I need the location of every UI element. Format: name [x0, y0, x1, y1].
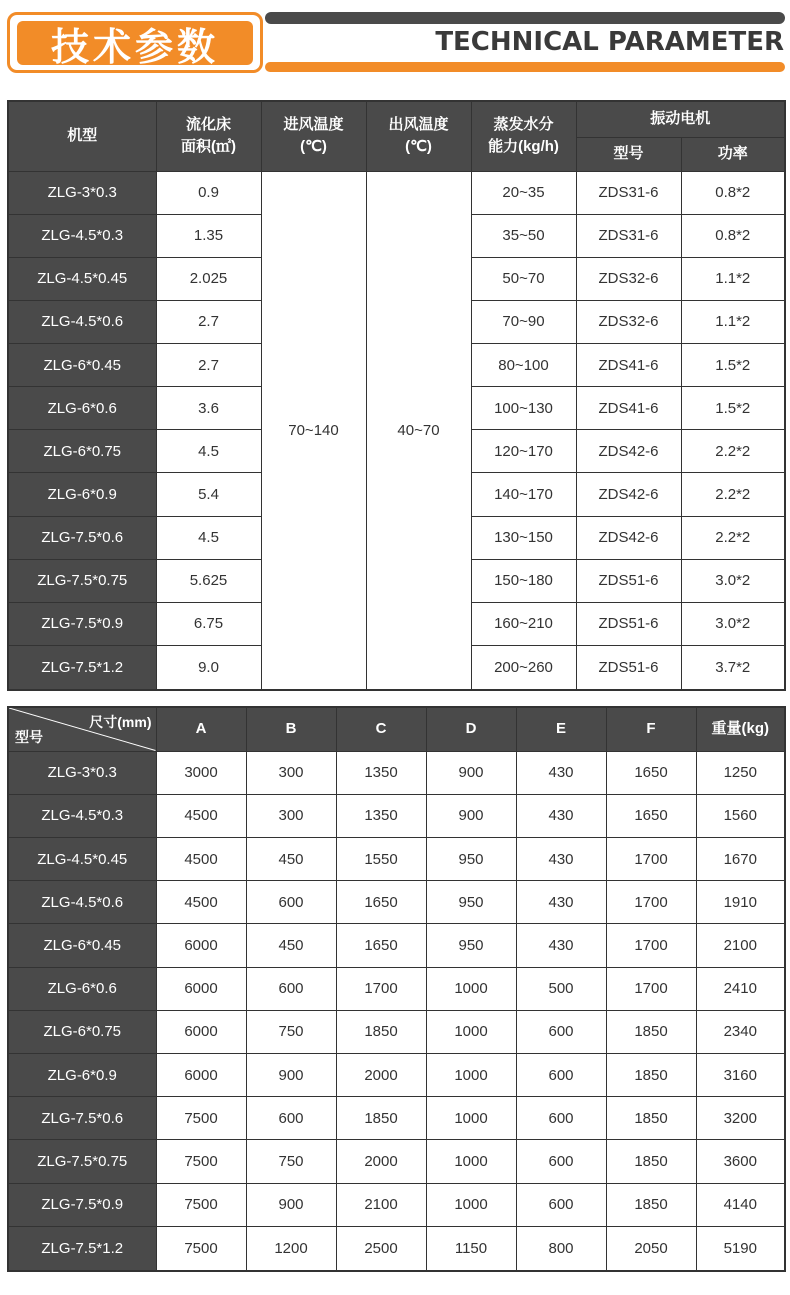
- motor-power-cell: 3.7*2: [681, 646, 785, 690]
- table-row: [8, 171, 785, 214]
- model-cell: ZLG-6*0.75: [8, 430, 156, 473]
- evaporation-cell: 130~150: [471, 516, 576, 559]
- dimension-cell: 5190: [696, 1226, 785, 1271]
- dimension-cell: 600: [246, 967, 336, 1010]
- dimension-cell: 900: [246, 1183, 336, 1226]
- page-header: [0, 0, 790, 90]
- evaporation-cell: 160~210: [471, 602, 576, 645]
- header-model: 机型: [8, 101, 156, 171]
- dimension-cell: 430: [516, 924, 606, 967]
- motor-model-cell: ZDS31-6: [576, 214, 681, 257]
- dimension-cell: 600: [516, 1183, 606, 1226]
- table-row: [8, 967, 785, 1010]
- motor-model-cell: ZDS41-6: [576, 344, 681, 387]
- table-row: [8, 924, 785, 967]
- motor-model-cell: ZDS42-6: [576, 473, 681, 516]
- dimension-cell: 1850: [336, 1010, 426, 1053]
- evaporation-cell: 200~260: [471, 646, 576, 690]
- table-row: [8, 1010, 785, 1053]
- table-row: [8, 751, 785, 794]
- area-cell: 4.5: [156, 430, 261, 473]
- model-cell: ZLG-6*0.45: [8, 924, 156, 967]
- dimension-cell: 6000: [156, 967, 246, 1010]
- dimension-cell: 2000: [336, 1054, 426, 1097]
- evaporation-cell: 70~90: [471, 300, 576, 343]
- model-cell: ZLG-6*0.6: [8, 967, 156, 1010]
- motor-power-cell: 2.2*2: [681, 473, 785, 516]
- header-col-d: D: [426, 707, 516, 751]
- dimension-cell: 1700: [606, 881, 696, 924]
- evaporation-cell: 100~130: [471, 387, 576, 430]
- table-row: [8, 881, 785, 924]
- model-cell: ZLG-7.5*0.9: [8, 602, 156, 645]
- header-motor: 振动电机: [576, 101, 785, 137]
- model-cell: ZLG-4.5*0.45: [8, 837, 156, 880]
- dimension-cell: 3200: [696, 1097, 785, 1140]
- motor-model-cell: ZDS51-6: [576, 602, 681, 645]
- model-cell: ZLG-7.5*0.6: [8, 1097, 156, 1140]
- model-cell: ZLG-7.5*0.9: [8, 1183, 156, 1226]
- dimension-cell: 1200: [246, 1226, 336, 1271]
- outlet-temp-cell: 40~70: [366, 171, 471, 690]
- header-col-b: B: [246, 707, 336, 751]
- model-cell: ZLG-7.5*0.75: [8, 1140, 156, 1183]
- dimension-cell: 2340: [696, 1010, 785, 1053]
- dimension-cell: 3600: [696, 1140, 785, 1183]
- area-cell: 6.75: [156, 602, 261, 645]
- evaporation-cell: 150~180: [471, 559, 576, 602]
- table-row: [8, 1226, 785, 1271]
- decorative-bar-gray: [265, 12, 785, 24]
- dimension-cell: 7500: [156, 1226, 246, 1271]
- dimension-cell: 1670: [696, 837, 785, 880]
- model-cell: ZLG-4.5*0.6: [8, 881, 156, 924]
- dimension-cell: 1000: [426, 967, 516, 1010]
- table-row: [8, 1054, 785, 1097]
- dimension-cell: 3000: [156, 751, 246, 794]
- dimension-cell: 3160: [696, 1054, 785, 1097]
- area-cell: 1.35: [156, 214, 261, 257]
- motor-power-cell: 2.2*2: [681, 430, 785, 473]
- dimension-cell: 430: [516, 794, 606, 837]
- area-cell: 4.5: [156, 516, 261, 559]
- dimension-cell: 900: [426, 751, 516, 794]
- model-cell: ZLG-4.5*0.3: [8, 794, 156, 837]
- dimension-cell: 6000: [156, 924, 246, 967]
- dimension-cell: 950: [426, 924, 516, 967]
- header-diagonal-cell: [8, 707, 156, 751]
- dimension-cell: 450: [246, 924, 336, 967]
- motor-model-cell: ZDS51-6: [576, 646, 681, 690]
- table-row: [8, 837, 785, 880]
- dimension-cell: 900: [246, 1054, 336, 1097]
- motor-power-cell: 3.0*2: [681, 602, 785, 645]
- motor-model-cell: ZDS32-6: [576, 257, 681, 300]
- page-title: 技术参数: [17, 21, 253, 65]
- motor-model-cell: ZDS32-6: [576, 300, 681, 343]
- dimension-cell: 300: [246, 751, 336, 794]
- area-cell: 3.6: [156, 387, 261, 430]
- dimension-cell: 1650: [606, 794, 696, 837]
- dimension-cell: 7500: [156, 1097, 246, 1140]
- header-size: 尺寸(mm): [89, 714, 152, 730]
- model-cell: ZLG-6*0.9: [8, 1054, 156, 1097]
- header-outlet-temp: 出风温度 (℃): [366, 101, 471, 171]
- header-motor-model: 型号: [576, 137, 681, 171]
- dimension-cell: 1150: [426, 1226, 516, 1271]
- motor-power-cell: 1.5*2: [681, 387, 785, 430]
- dimension-cell: 7500: [156, 1140, 246, 1183]
- dimension-cell: 300: [246, 794, 336, 837]
- dimension-cell: 900: [426, 794, 516, 837]
- dimension-cell: 1650: [606, 751, 696, 794]
- dimension-cell: 4500: [156, 881, 246, 924]
- motor-model-cell: ZDS31-6: [576, 171, 681, 214]
- dimension-cell: 6000: [156, 1010, 246, 1053]
- dimension-cell: 1000: [426, 1140, 516, 1183]
- header-model-2: 型号: [15, 728, 43, 745]
- dimension-cell: 750: [246, 1010, 336, 1053]
- dimension-cell: 1000: [426, 1054, 516, 1097]
- motor-model-cell: ZDS41-6: [576, 387, 681, 430]
- dimension-cell: 1000: [426, 1183, 516, 1226]
- motor-power-cell: 1.5*2: [681, 344, 785, 387]
- dimension-cell: 2500: [336, 1226, 426, 1271]
- model-cell: ZLG-7.5*1.2: [8, 646, 156, 690]
- area-cell: 2.7: [156, 300, 261, 343]
- model-cell: ZLG-7.5*0.75: [8, 559, 156, 602]
- table-row: [8, 1183, 785, 1226]
- evaporation-cell: 50~70: [471, 257, 576, 300]
- header-col-a: A: [156, 707, 246, 751]
- dimension-table: [7, 706, 786, 1272]
- motor-power-cell: 0.8*2: [681, 171, 785, 214]
- header-area: 流化床 面积(㎡): [156, 101, 261, 171]
- dimension-cell: 1850: [606, 1183, 696, 1226]
- area-cell: 0.9: [156, 171, 261, 214]
- dimension-cell: 430: [516, 751, 606, 794]
- dimension-cell: 430: [516, 837, 606, 880]
- dimension-cell: 2100: [336, 1183, 426, 1226]
- header-inlet-temp: 进风温度 (℃): [261, 101, 366, 171]
- model-cell: ZLG-7.5*0.6: [8, 516, 156, 559]
- model-cell: ZLG-4.5*0.6: [8, 300, 156, 343]
- dimension-cell: 7500: [156, 1183, 246, 1226]
- motor-model-cell: ZDS42-6: [576, 430, 681, 473]
- area-cell: 5.4: [156, 473, 261, 516]
- model-cell: ZLG-6*0.9: [8, 473, 156, 516]
- area-cell: 5.625: [156, 559, 261, 602]
- decorative-bar-orange: [265, 62, 785, 72]
- dimension-cell: 800: [516, 1226, 606, 1271]
- dimension-cell: 750: [246, 1140, 336, 1183]
- table-row: [8, 1097, 785, 1140]
- dimension-cell: 1350: [336, 794, 426, 837]
- dimension-cell: 1250: [696, 751, 785, 794]
- page-subtitle: TECHNICAL PARAMETER: [435, 27, 784, 57]
- dimension-cell: 1000: [426, 1097, 516, 1140]
- dimension-cell: 1350: [336, 751, 426, 794]
- model-cell: ZLG-6*0.6: [8, 387, 156, 430]
- motor-model-cell: ZDS51-6: [576, 559, 681, 602]
- dimension-cell: 2050: [606, 1226, 696, 1271]
- dimension-cell: 1700: [336, 967, 426, 1010]
- motor-power-cell: 3.0*2: [681, 559, 785, 602]
- dimension-cell: 1000: [426, 1010, 516, 1053]
- dimension-cell: 600: [516, 1054, 606, 1097]
- inlet-temp-cell: 70~140: [261, 171, 366, 690]
- dimension-cell: 2410: [696, 967, 785, 1010]
- table-row: [8, 794, 785, 837]
- motor-model-cell: ZDS42-6: [576, 516, 681, 559]
- dimension-cell: 1700: [606, 837, 696, 880]
- header-col-c: C: [336, 707, 426, 751]
- dimension-cell: 450: [246, 837, 336, 880]
- dimension-cell: 1850: [606, 1010, 696, 1053]
- dimension-cell: 600: [246, 1097, 336, 1140]
- dimension-cell: 1850: [606, 1140, 696, 1183]
- dimension-cell: 430: [516, 881, 606, 924]
- motor-power-cell: 1.1*2: [681, 257, 785, 300]
- model-cell: ZLG-7.5*1.2: [8, 1226, 156, 1271]
- dimension-cell: 1650: [336, 881, 426, 924]
- evaporation-cell: 140~170: [471, 473, 576, 516]
- dimension-cell: 2000: [336, 1140, 426, 1183]
- evaporation-cell: 120~170: [471, 430, 576, 473]
- model-cell: ZLG-4.5*0.3: [8, 214, 156, 257]
- header-col-f: F: [606, 707, 696, 751]
- model-cell: ZLG-4.5*0.45: [8, 257, 156, 300]
- motor-power-cell: 1.1*2: [681, 300, 785, 343]
- dimension-cell: 950: [426, 837, 516, 880]
- dimension-cell: 600: [516, 1140, 606, 1183]
- model-cell: ZLG-3*0.3: [8, 171, 156, 214]
- area-cell: 9.0: [156, 646, 261, 690]
- header-col-e: E: [516, 707, 606, 751]
- dimension-cell: 1700: [606, 967, 696, 1010]
- header-evaporation: 蒸发水分 能力(kg/h): [471, 101, 576, 171]
- model-cell: ZLG-6*0.45: [8, 344, 156, 387]
- dimension-cell: 1850: [336, 1097, 426, 1140]
- dimension-cell: 1910: [696, 881, 785, 924]
- motor-power-cell: 0.8*2: [681, 214, 785, 257]
- dimension-cell: 4500: [156, 837, 246, 880]
- dimension-cell: 1850: [606, 1054, 696, 1097]
- dimension-cell: 1650: [336, 924, 426, 967]
- dimension-cell: 4500: [156, 794, 246, 837]
- dimension-cell: 600: [246, 881, 336, 924]
- header-col-weight: 重量(kg): [696, 707, 785, 751]
- dimension-cell: 6000: [156, 1054, 246, 1097]
- evaporation-cell: 20~35: [471, 171, 576, 214]
- parameter-table: [7, 100, 786, 691]
- dimension-cell: 4140: [696, 1183, 785, 1226]
- dimension-cell: 950: [426, 881, 516, 924]
- evaporation-cell: 80~100: [471, 344, 576, 387]
- dimension-cell: 1850: [606, 1097, 696, 1140]
- dimension-cell: 600: [516, 1097, 606, 1140]
- area-cell: 2.7: [156, 344, 261, 387]
- dimension-cell: 1550: [336, 837, 426, 880]
- model-cell: ZLG-6*0.75: [8, 1010, 156, 1053]
- dimension-cell: 500: [516, 967, 606, 1010]
- dimension-cell: 2100: [696, 924, 785, 967]
- header-motor-power: 功率: [681, 137, 785, 171]
- dimension-cell: 1560: [696, 794, 785, 837]
- motor-power-cell: 2.2*2: [681, 516, 785, 559]
- model-cell: ZLG-3*0.3: [8, 751, 156, 794]
- dimension-cell: 600: [516, 1010, 606, 1053]
- area-cell: 2.025: [156, 257, 261, 300]
- evaporation-cell: 35~50: [471, 214, 576, 257]
- table-row: [8, 1140, 785, 1183]
- title-frame: [7, 12, 263, 73]
- dimension-cell: 1700: [606, 924, 696, 967]
